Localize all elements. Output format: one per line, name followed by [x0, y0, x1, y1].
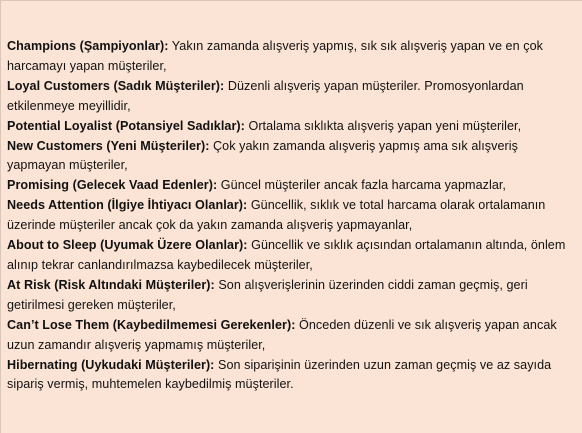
- segment-definitions-text: [7, 37, 579, 395]
- segment-entry-promising: [7, 176, 579, 196]
- segment-term: At Risk (Risk Altındaki Müşteriler):: [7, 277, 215, 292]
- segment-term: Can’t Lose Them (Kaybedilmemesi Gerekenler):: [7, 317, 296, 332]
- segment-description: Son siparişinin üzerinden uzun zaman geçmiş ve az sayıda sipariş vermiş, muhtemelen kaybedilmiş müşteriler.: [7, 357, 552, 392]
- segment-entry-champions: [7, 37, 579, 77]
- segment-description: Son alışverişlerinin üzerinden ciddi zaman geçmiş, geri getirilmesi gereken müşteriler,: [7, 277, 528, 312]
- segment-description: Düzenli alışveriş yapan müşteriler. Promosyonlardan etkilenmeye meyillidir,: [7, 78, 524, 113]
- segment-description: Güncellik ve sıklık açısından ortalamanın altında, önlem alınıp tekrar canlandırılmazsa kaybedilecek müşteriler,: [7, 238, 566, 272]
- segment-entry-needs-attention: [7, 196, 579, 236]
- segment-term: Potential Loyalist (Potansiyel Sadıklar):: [7, 118, 245, 133]
- segment-description: Yakın zamanda alışveriş yapmış, sık sık alışveriş yapan ve en çok harcamayı yapan müşteriler,: [7, 39, 543, 73]
- segment-term: Promising (Gelecek Vaad Edenler):: [7, 178, 218, 193]
- segment-description: Ortalama sıklıkta alışveriş yapan yeni müşteriler,: [248, 118, 522, 133]
- segment-term: Champions (Şampiyonlar):: [7, 39, 169, 53]
- segment-term: About to Sleep (Uyumak Üzere Olanlar):: [7, 238, 248, 253]
- segment-entry-about-to-sleep: [7, 236, 579, 276]
- segment-entry-at-risk: [7, 276, 579, 316]
- segment-term: Hibernating (Uykudaki Müşteriler):: [7, 357, 215, 372]
- segment-entry-potential-loyalist: [7, 117, 579, 137]
- segment-entry-hibernating: [7, 356, 579, 396]
- segment-term: New Customers (Yeni Müşteriler):: [7, 138, 210, 153]
- segment-term: Needs Attention (İlgiye İhtiyacı Olanlar):: [7, 198, 248, 213]
- segment-description: Önceden düzenli ve sık alışveriş yapan ancak uzun zamandır alışveriş yapmamış müşteriler,: [7, 317, 557, 352]
- segment-entry-new-customers: [7, 137, 579, 177]
- segment-description: Çok yakın zamanda alışveriş yapmış ama sık alışveriş yapmayan müşteriler,: [7, 138, 518, 173]
- segment-entry-cant-lose-them: [7, 316, 579, 356]
- segment-description: Güncel müşteriler ancak fazla harcama yapmazlar,: [220, 178, 506, 193]
- segment-description: Güncellik, sıklık ve total harcama olarak ortalamanın üzerinde müşteriler ancak çok da yakın zamanda alışveriş yapmayanlar,: [7, 198, 546, 233]
- segment-entry-loyal-customers: [7, 77, 579, 117]
- segment-term: Loyal Customers (Sadık Müşteriler):: [7, 78, 225, 93]
